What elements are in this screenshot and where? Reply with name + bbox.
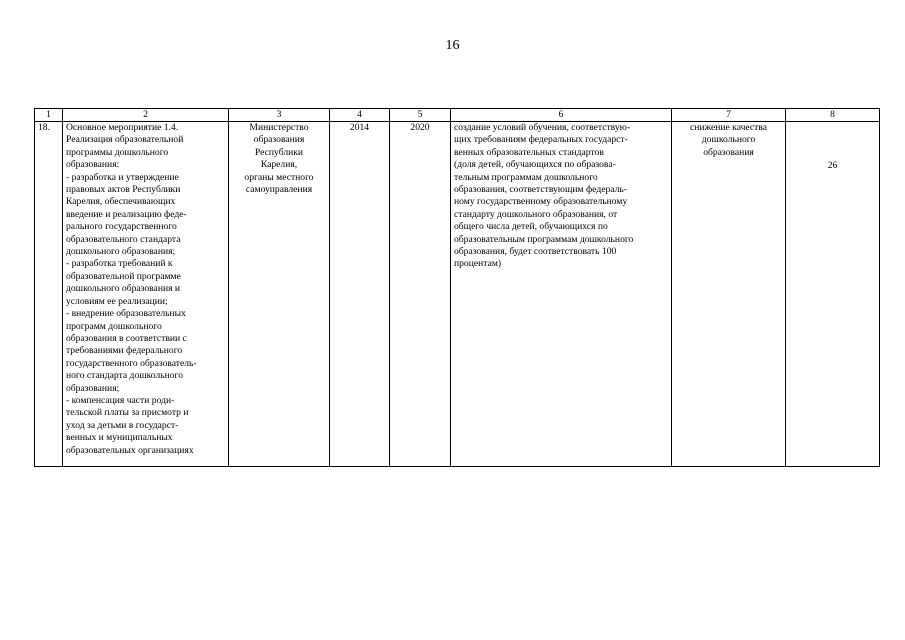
text-line: образования в соответствии с xyxy=(66,332,187,344)
text-line: рального государственного xyxy=(66,221,177,233)
text-line: Карелия, xyxy=(260,159,298,171)
result-cell xyxy=(451,122,672,467)
text-line: ного стандарта дошкольного xyxy=(66,370,184,382)
text-line: самоуправления xyxy=(245,184,313,196)
text-line: венных образовательных стандартов xyxy=(454,146,604,158)
column-number-4: 4 xyxy=(330,109,390,122)
text-line: образования; xyxy=(66,382,120,394)
text-line: Реализация образовательной xyxy=(66,134,184,146)
row-number: 18. xyxy=(35,122,63,467)
text-line: образования, будет соответствовать 100 xyxy=(454,246,617,258)
text-line: создание условий обучения, соответствую- xyxy=(454,122,631,133)
column-numbers-row xyxy=(35,109,880,122)
text-line: правовых актов Республики xyxy=(66,184,181,196)
text-line: образовательных организациях xyxy=(66,444,194,456)
risk-text xyxy=(675,122,782,159)
text-line: Республики xyxy=(254,146,304,158)
text-line: требованиями федерального xyxy=(66,345,183,357)
text-line: образовательного стандарта xyxy=(66,233,181,245)
text-line: - внедрение образовательных xyxy=(66,308,186,320)
text-line: ному государственному образовательному xyxy=(454,196,628,208)
text-line: общего числа детей, обучающихся по xyxy=(454,221,608,233)
indicator-number: 26 xyxy=(827,160,838,171)
column-number-2: 2 xyxy=(63,109,229,122)
activity-text xyxy=(66,122,225,457)
text-line: снижение качества xyxy=(689,122,768,133)
text-line: венных и муниципальных xyxy=(66,432,173,444)
text-line: Министерство xyxy=(249,122,309,133)
text-line: образования, соответствующим федераль- xyxy=(454,184,627,196)
text-line: образования xyxy=(703,146,754,158)
text-line: образовательным программам дошкольного xyxy=(454,233,634,245)
text-line: - разработка и утверждение xyxy=(66,171,179,183)
page-number: 16 xyxy=(445,38,460,53)
text-line: стандарту дошкольного образования, от xyxy=(454,208,618,220)
text-line: щих требованиям федеральных государст- xyxy=(454,134,628,146)
text-line: дошкольного xyxy=(701,134,756,146)
text-line: государственного образователь- xyxy=(66,357,197,369)
column-number-8: 8 xyxy=(786,109,880,122)
result-text xyxy=(454,122,668,271)
end-year-cell: 2020 xyxy=(390,122,451,467)
text-line: Карелия, обеспечивающих xyxy=(66,196,176,208)
text-line: тельской платы за присмотр и xyxy=(66,407,189,419)
executor-cell xyxy=(229,122,330,467)
text-line: образования xyxy=(253,134,305,146)
start-year-cell: 2014 xyxy=(330,122,390,467)
risk-cell xyxy=(672,122,786,467)
text-line: дошкольного образования; xyxy=(66,246,176,258)
text-line: введение и реализацию феде- xyxy=(66,208,187,220)
text-line: тельным программам дошкольного xyxy=(454,171,598,183)
activity-cell xyxy=(63,122,229,467)
text-line: процентам) xyxy=(454,258,502,270)
text-line: органы местного xyxy=(244,171,314,183)
indicator-cell xyxy=(786,122,880,467)
text-line: образовательной программе xyxy=(66,270,181,282)
text-line: (доля детей, обучающихся по образова- xyxy=(454,159,616,171)
column-number-6: 6 xyxy=(451,109,672,122)
column-number-7: 7 xyxy=(672,109,786,122)
text-line: условиям ее реализации; xyxy=(66,295,168,307)
program-activities-table xyxy=(34,108,880,467)
text-line: дошкольного образования и xyxy=(66,283,181,295)
column-number-3: 3 xyxy=(229,109,330,122)
column-number-1: 1 xyxy=(35,109,63,122)
column-number-5: 5 xyxy=(390,109,451,122)
text-line: программы дошкольного xyxy=(66,146,169,158)
text-line: - разработка требований к xyxy=(66,258,173,270)
table-row xyxy=(35,122,880,467)
text-line: - компенсация части роди- xyxy=(66,394,175,406)
executor-text xyxy=(232,122,326,196)
text-line: Основное мероприятие 1.4. xyxy=(66,122,179,133)
text-line: уход за детьми в государст- xyxy=(66,419,179,431)
text-line: образования: xyxy=(66,159,120,171)
text-line: программ дошкольного xyxy=(66,320,162,332)
